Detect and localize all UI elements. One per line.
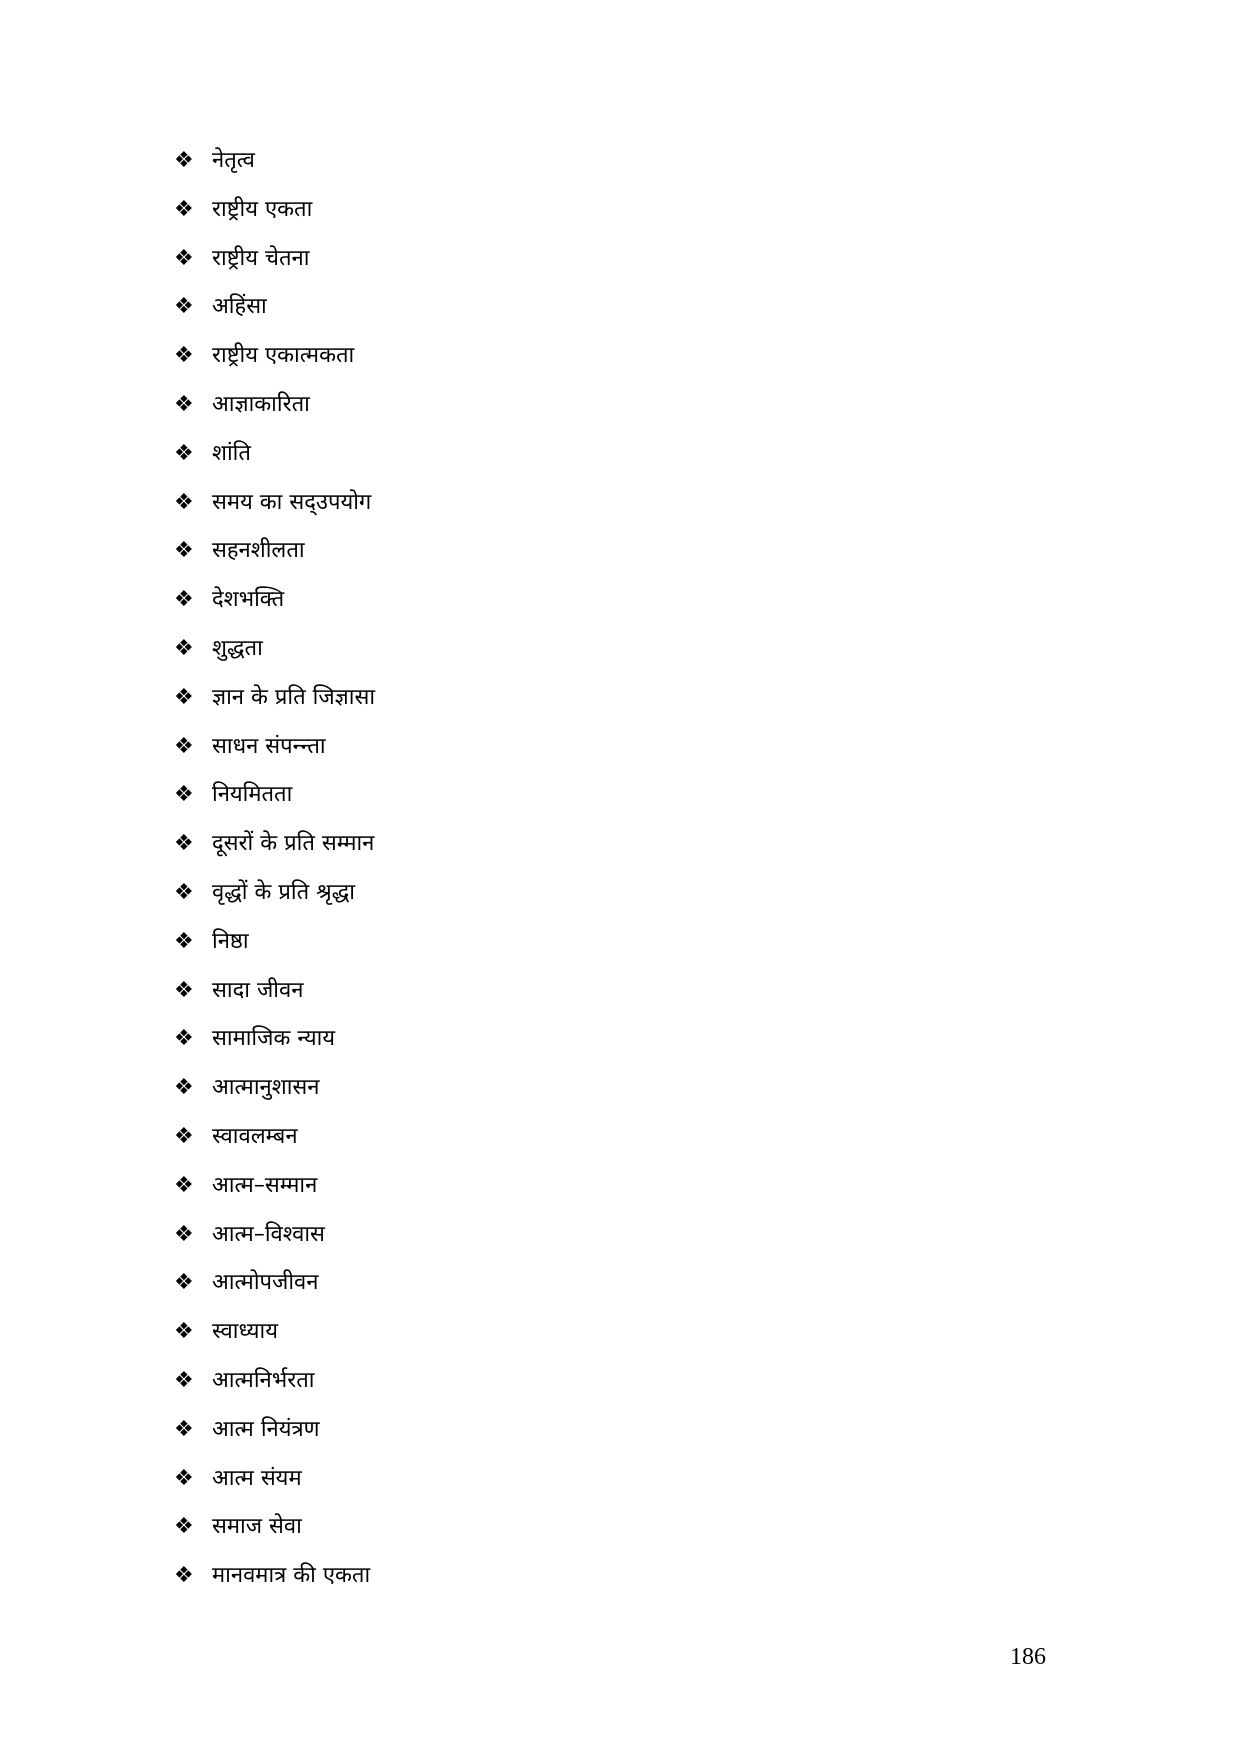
list-item — [174, 292, 375, 341]
diamond-bullet-icon: ❖ — [174, 782, 194, 808]
diamond-bullet-icon: ❖ — [174, 1319, 194, 1345]
list-item — [174, 683, 375, 732]
diamond-bullet-icon: ❖ — [174, 1123, 194, 1149]
list-item-text: अहिंसा — [212, 294, 267, 320]
list-item-text: सामाजिक न्याय — [212, 1026, 336, 1052]
diamond-bullet-icon: ❖ — [174, 977, 194, 1003]
list-item-text: वृद्धों के प्रति श्रृद्धा — [212, 879, 355, 905]
list-item — [174, 829, 375, 878]
diamond-bullet-icon: ❖ — [174, 587, 194, 613]
list-item — [174, 488, 375, 537]
list-item-text: आत्मनिर्भरता — [212, 1367, 315, 1393]
list-item — [174, 390, 375, 439]
list-item — [174, 1220, 375, 1269]
diamond-bullet-icon: ❖ — [174, 489, 194, 515]
list-item-text: स्वावलम्बन — [212, 1123, 298, 1149]
diamond-bullet-icon: ❖ — [174, 684, 194, 710]
diamond-bullet-icon: ❖ — [174, 391, 194, 417]
list-item — [174, 1317, 375, 1366]
list-item — [174, 927, 375, 976]
diamond-bullet-icon: ❖ — [174, 440, 194, 466]
list-item-text: देशभक्ति — [212, 587, 285, 613]
diamond-bullet-icon: ❖ — [174, 196, 194, 222]
list-item-text: साधन संपन्न्ता — [212, 733, 326, 759]
list-item-text: नेतृत्व — [212, 148, 255, 173]
list-item — [174, 1464, 375, 1513]
diamond-bullet-icon: ❖ — [174, 343, 194, 369]
list-item — [174, 1171, 375, 1220]
list-item-text: स्वाध्याय — [212, 1319, 278, 1345]
diamond-bullet-icon: ❖ — [174, 538, 194, 564]
list-item — [174, 1024, 375, 1073]
list-item-text: शुद्धता — [212, 635, 263, 661]
list-item — [174, 1415, 375, 1464]
diamond-bullet-icon: ❖ — [174, 1563, 194, 1589]
list-item-text: आत्म–विश्वास — [212, 1221, 325, 1247]
list-item-text: सहनशीलता — [212, 538, 305, 564]
list-item — [174, 341, 375, 390]
list-item — [174, 1268, 375, 1317]
list-item — [174, 732, 375, 781]
diamond-bullet-icon: ❖ — [174, 635, 194, 661]
list-item-text: राष्ट्रीय एकात्मकता — [212, 343, 355, 369]
list-item — [174, 244, 375, 293]
list-item-text: समय का सद्उपयोग — [212, 489, 372, 515]
diamond-bullet-icon: ❖ — [174, 1172, 194, 1198]
list-item-text: शांति — [212, 440, 251, 466]
list-item — [174, 1122, 375, 1171]
values-list — [174, 146, 375, 1610]
diamond-bullet-icon: ❖ — [174, 1416, 194, 1442]
list-item-text: नियमितता — [212, 782, 293, 808]
list-item — [174, 1561, 375, 1610]
diamond-bullet-icon: ❖ — [174, 1514, 194, 1540]
list-item — [174, 878, 375, 927]
diamond-bullet-icon: ❖ — [174, 831, 194, 857]
diamond-bullet-icon: ❖ — [174, 733, 194, 759]
diamond-bullet-icon: ❖ — [174, 1075, 194, 1101]
list-item-text: आज्ञाकारिता — [212, 391, 310, 417]
list-item — [174, 1073, 375, 1122]
list-item — [174, 780, 375, 829]
list-item — [174, 536, 375, 585]
list-item-text: मानवमात्र की एकता — [212, 1563, 371, 1589]
diamond-bullet-icon: ❖ — [174, 294, 194, 320]
list-item-text: समाज सेवा — [212, 1514, 302, 1540]
list-item-text: आत्म नियंत्रण — [212, 1416, 320, 1442]
list-item — [174, 195, 375, 244]
diamond-bullet-icon: ❖ — [174, 1270, 194, 1296]
list-item-text: राष्ट्रीय चेतना — [212, 245, 310, 271]
list-item — [174, 585, 375, 634]
list-item — [174, 1512, 375, 1561]
list-item-text: आत्म संयम — [212, 1465, 302, 1491]
list-item-text: ज्ञान के प्रति जिज्ञासा — [212, 684, 376, 710]
list-item-text: निष्ठा — [212, 928, 249, 954]
diamond-bullet-icon: ❖ — [174, 1026, 194, 1052]
diamond-bullet-icon: ❖ — [174, 1367, 194, 1393]
list-item-text: दूसरों के प्रति सम्मान — [212, 831, 375, 857]
diamond-bullet-icon: ❖ — [174, 148, 194, 173]
list-item-text: आत्मोपजीवन — [212, 1270, 319, 1296]
list-item — [174, 976, 375, 1025]
diamond-bullet-icon: ❖ — [174, 928, 194, 954]
list-item-text: आत्म–सम्मान — [212, 1172, 318, 1198]
page-number: 186 — [1010, 1644, 1046, 1670]
list-item — [174, 1366, 375, 1415]
list-item-text: सादा जीवन — [212, 977, 304, 1003]
diamond-bullet-icon: ❖ — [174, 879, 194, 905]
list-item — [174, 146, 375, 195]
list-item-text: राष्ट्रीय एकता — [212, 196, 313, 222]
list-item-text: आत्मानुशासन — [212, 1075, 320, 1101]
diamond-bullet-icon: ❖ — [174, 245, 194, 271]
diamond-bullet-icon: ❖ — [174, 1465, 194, 1491]
list-item — [174, 634, 375, 683]
diamond-bullet-icon: ❖ — [174, 1221, 194, 1247]
list-item — [174, 439, 375, 488]
